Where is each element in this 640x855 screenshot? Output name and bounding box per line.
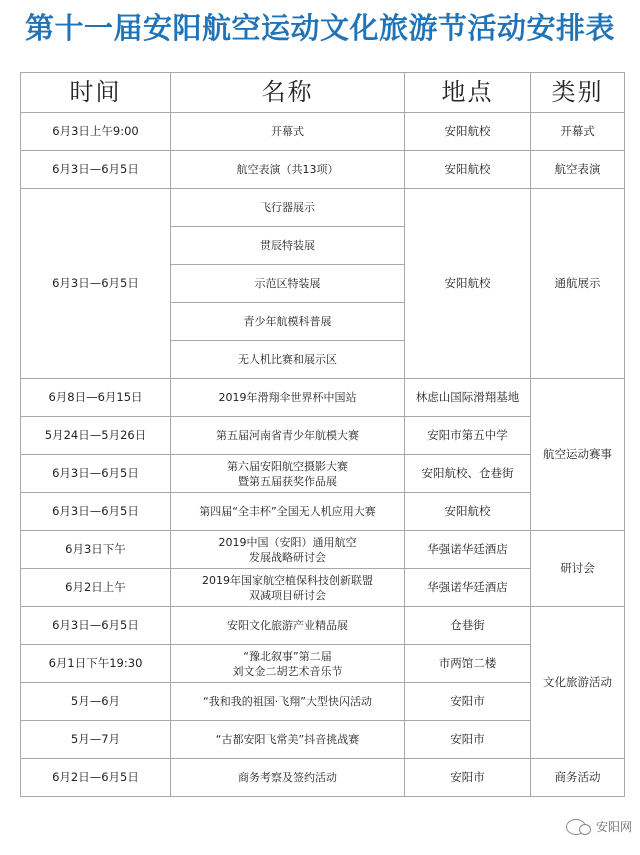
header-place: 地点 — [405, 73, 531, 113]
table-row — [21, 607, 625, 645]
category-cell: 通航展示 — [531, 189, 625, 379]
name-cell: 开幕式 — [171, 113, 405, 151]
category-cell: 文化旅游活动 — [531, 607, 625, 759]
time-cell: 6月3日—6月5日 — [21, 151, 171, 189]
time-cell: 6月3日下午 — [21, 531, 171, 569]
name-cell: “古都安阳飞常美”抖音挑战赛 — [171, 721, 405, 759]
name-line: 暨第五届获奖作品展 — [238, 474, 337, 488]
table-row — [21, 531, 625, 569]
name-cell: 第五届河南省青少年航模大赛 — [171, 417, 405, 455]
time-cell: 5月24日—5月26日 — [21, 417, 171, 455]
header-name: 名称 — [171, 73, 405, 113]
name-cell: 飞行器展示 — [171, 189, 405, 227]
category-cell: 航空表演 — [531, 151, 625, 189]
place-cell: 林虑山国际滑翔基地 — [405, 379, 531, 417]
name-cell: 第四届“全丰杯”全国无人机应用大赛 — [171, 493, 405, 531]
place-cell: 仓巷街 — [405, 607, 531, 645]
table-row — [21, 189, 625, 227]
name-cell — [171, 645, 405, 683]
table-row — [21, 379, 625, 417]
place-cell: 安阳市 — [405, 683, 531, 721]
table-row — [21, 759, 625, 797]
schedule-table — [20, 72, 625, 797]
category-cell: 航空运动赛事 — [531, 379, 625, 531]
name-cell: 航空表演（共13项） — [171, 151, 405, 189]
name-line: “豫北叙事”第二届 — [243, 649, 332, 663]
name-cell: 示范区特装展 — [171, 265, 405, 303]
place-cell: 安阳市 — [405, 721, 531, 759]
time-cell: 6月3日—6月5日 — [21, 607, 171, 645]
place-cell: 安阳市第五中学 — [405, 417, 531, 455]
name-cell — [171, 455, 405, 493]
name-line: 发展战略研讨会 — [249, 550, 326, 564]
name-line: 刘文金二胡艺术音乐节 — [232, 664, 343, 678]
place-cell: 安阳航校 — [405, 493, 531, 531]
time-cell: 6月2日上午 — [21, 569, 171, 607]
category-cell: 开幕式 — [531, 113, 625, 151]
table-row — [21, 113, 625, 151]
time-cell: 6月1日下午19:30 — [21, 645, 171, 683]
header-time: 时间 — [21, 73, 171, 113]
header-category: 类别 — [531, 73, 625, 113]
table-row — [21, 151, 625, 189]
wechat-icon — [566, 819, 586, 835]
name-cell: 商务考察及签约活动 — [171, 759, 405, 797]
table-header-row — [21, 73, 625, 113]
name-line: 2019年国家航空植保科技创新联盟 — [202, 573, 373, 587]
name-cell: 贯辰特装展 — [171, 227, 405, 265]
time-cell: 5月—7月 — [21, 721, 171, 759]
name-cell: 安阳文化旅游产业精品展 — [171, 607, 405, 645]
place-cell: 安阳航校、仓巷街 — [405, 455, 531, 493]
place-cell: 安阳航校 — [405, 151, 531, 189]
name-cell: “我和我的祖国·飞翔”大型快闪活动 — [171, 683, 405, 721]
place-cell: 安阳航校 — [405, 189, 531, 379]
time-cell: 6月3日—6月5日 — [21, 493, 171, 531]
watermark — [566, 818, 632, 835]
category-cell: 研讨会 — [531, 531, 625, 607]
name-cell: 无人机比赛和展示区 — [171, 341, 405, 379]
time-cell: 6月3日—6月5日 — [21, 189, 171, 379]
watermark-text: 安阳网 — [595, 820, 632, 834]
name-cell — [171, 569, 405, 607]
time-cell: 6月3日—6月5日 — [21, 455, 171, 493]
place-cell: 华强诺华廷酒店 — [405, 569, 531, 607]
place-cell: 市两馆二楼 — [405, 645, 531, 683]
place-cell: 安阳航校 — [405, 113, 531, 151]
page-title: 第十一届安阳航空运动文化旅游节活动安排表 — [24, 11, 615, 45]
name-line: 第六届安阳航空摄影大赛 — [227, 459, 348, 473]
name-cell: 2019年滑翔伞世界杯中国站 — [171, 379, 405, 417]
name-line: 双减项目研讨会 — [249, 588, 326, 602]
place-cell: 安阳市 — [405, 759, 531, 797]
name-cell — [171, 531, 405, 569]
name-line: 2019中国（安阳）通用航空 — [218, 535, 357, 549]
time-cell: 6月3日上午9:00 — [21, 113, 171, 151]
time-cell: 6月8日—6月15日 — [21, 379, 171, 417]
category-cell: 商务活动 — [531, 759, 625, 797]
place-cell: 华强诺华廷酒店 — [405, 531, 531, 569]
name-cell: 青少年航模科普展 — [171, 303, 405, 341]
time-cell: 6月2日—6月5日 — [21, 759, 171, 797]
time-cell: 5月—6月 — [21, 683, 171, 721]
